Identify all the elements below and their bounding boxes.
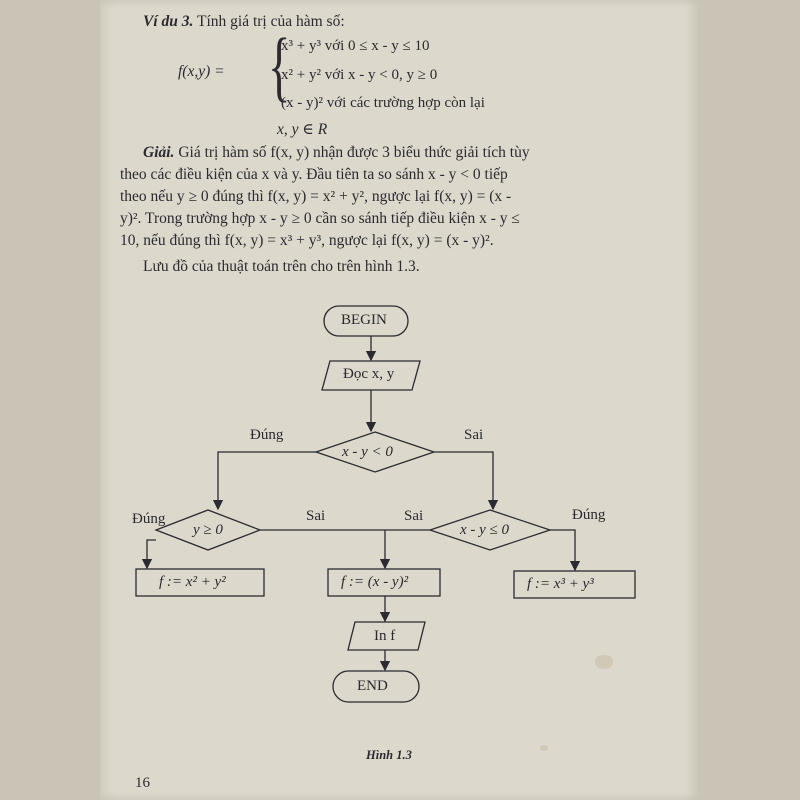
begin-label: BEGIN	[341, 312, 387, 328]
solution-line-3: theo nếu y ≥ 0 đúng thì f(x, y) = x² + y², ngược lại f(x, y) = (x -	[120, 188, 512, 205]
cond2-label: y ≥ 0	[193, 522, 223, 538]
yes-label-cond3: Đúng	[572, 507, 606, 523]
function-lhs: f(x,y) =	[178, 63, 225, 80]
no-label-cond3: Sai	[404, 508, 424, 524]
no-label-cond1: Sai	[464, 427, 484, 443]
example-intro: Tính giá trị của hàm số:	[197, 13, 345, 30]
cond1-label: x - y < 0	[342, 444, 393, 460]
case-line-3: (x - y)² với các trường hợp còn lại	[281, 95, 485, 111]
case-line-2: x² + y² với x - y < 0, y ≥ 0	[281, 67, 438, 83]
figure-caption: Hình 1.3	[366, 748, 412, 762]
case-line-1: x³ + y³ với 0 ≤ x - y ≤ 10	[281, 38, 430, 54]
solution-label: Giải.	[143, 144, 175, 161]
case-brace: {	[268, 22, 291, 109]
solution-line-5: 10, nếu đúng thì f(x, y) = x³ + y³, ngược lại f(x, y) = (x - y)².	[120, 232, 494, 249]
end-label: END	[357, 678, 388, 694]
domain-line: x, y ∈ R	[277, 121, 328, 138]
f2-label: f := (x - y)²	[341, 574, 409, 590]
no-label-cond2: Sai	[306, 508, 326, 524]
flow-reference: Lưu đồ của thuật toán trên cho trên hình 1.3.	[143, 258, 420, 275]
print-label: In f	[374, 628, 396, 644]
solution-line-4: y)². Trong trường hợp x - y ≥ 0 cần so sánh tiếp điều kiện x - y ≤	[120, 210, 520, 227]
solution-line-2: theo các điều kiện của x và y. Đầu tiên ta so sánh x - y < 0 tiếp	[120, 166, 508, 183]
f1-label: f := x² + y²	[159, 574, 226, 590]
yes-label-cond1: Đúng	[250, 427, 284, 443]
f3-label: f := x³ + y³	[527, 576, 594, 592]
yes-label-cond2: Đúng	[132, 511, 166, 527]
read-label: Đọc x, y	[343, 366, 395, 382]
cond3-label: x - y ≤ 0	[460, 522, 510, 538]
page-number: 16	[135, 775, 150, 791]
example-heading: Ví du 3.	[143, 13, 194, 30]
solution-text: Giá trị hàm số f(x, y) nhận được 3 biểu thức giải tích tùy	[178, 144, 530, 161]
